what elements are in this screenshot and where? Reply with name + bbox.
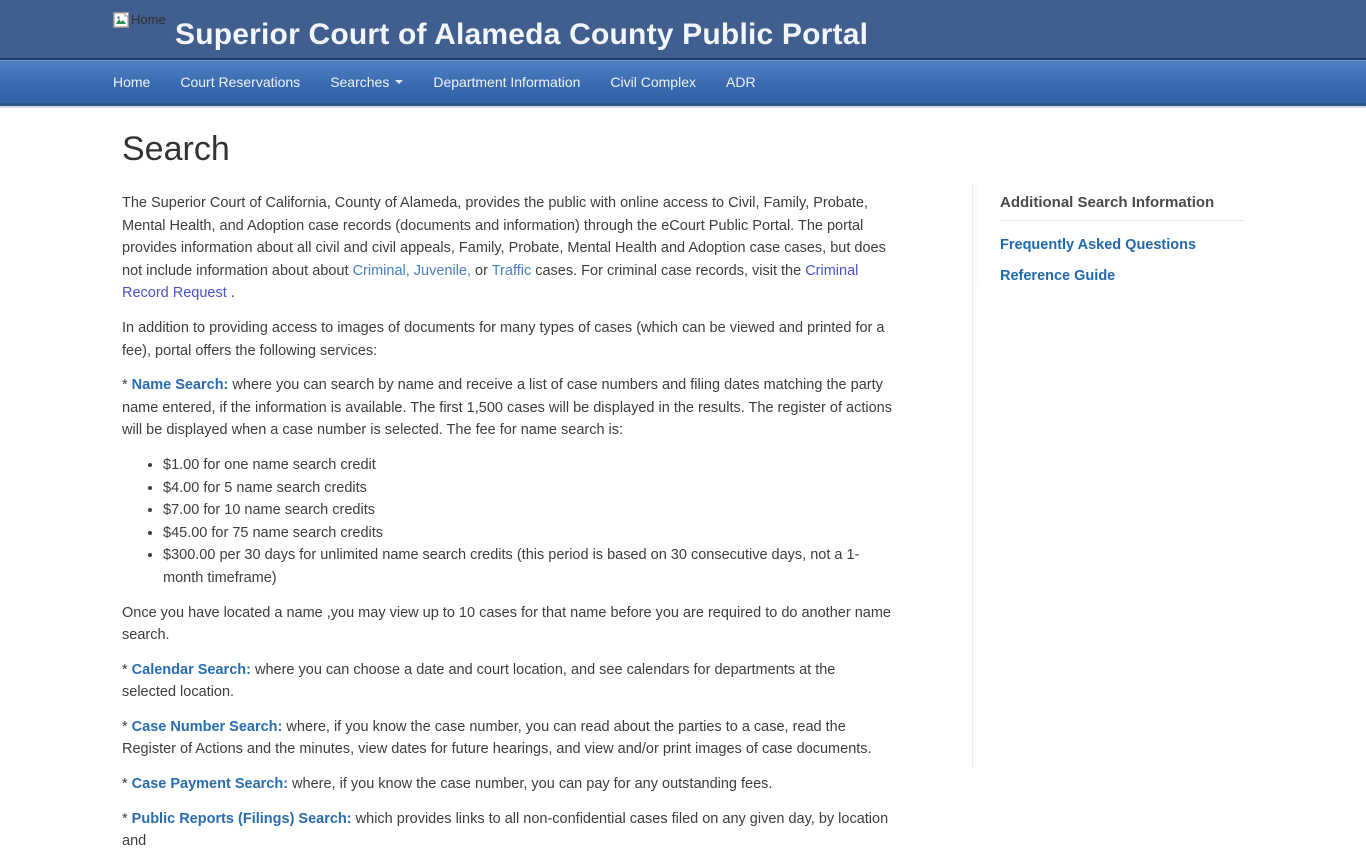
service-name-search [122, 374, 892, 442]
chevron-down-icon [395, 80, 403, 84]
list-item: • $1.00 for one name search credit [163, 454, 892, 477]
home-logo-link[interactable] [113, 12, 166, 28]
main-content [122, 106, 892, 865]
name-search-label: Name Search: [131, 377, 229, 394]
public-reports-search-label: Public Reports (Filings) Search: [131, 810, 352, 827]
nav-item-searches[interactable] [315, 62, 418, 102]
list-item: • $4.00 for 5 name search credits [163, 477, 892, 500]
asterisk: * [122, 377, 132, 394]
asterisk: * [122, 661, 132, 678]
nav-item-home[interactable] [98, 62, 165, 102]
nav-label: Department Information [433, 74, 581, 90]
nav-label: Civil Complex [610, 74, 696, 90]
intro-paragraph [122, 192, 892, 305]
service-text: where you can choose a date and court location, and see calendars for departments at the selected location. [122, 661, 836, 701]
service-text: which provides links to all non-confidential cases filed on any given day, by location and [122, 810, 889, 850]
asterisk: * [122, 810, 132, 827]
nav-item-civil-complex[interactable] [595, 62, 711, 102]
reference-guide-link[interactable]: Reference Guide [1000, 268, 1116, 284]
list-item: • $45.00 for 75 name search credits [163, 522, 892, 545]
content-container [122, 106, 1244, 865]
criminal-link[interactable]: Criminal, [352, 262, 410, 279]
cases-text: cases. For criminal case records, visit the [531, 262, 806, 279]
intro-text: The Superior Court of California, County of Alameda, provides the public with online access to Civil, Family, Probate, Mental Health, and Adoption case records (documents and information) through the eCourt Public Portal. The portal provides information about all civil and civil appeals, Family, Probate, Mental Health and Adoption case cases, but does not include information about about [122, 195, 886, 279]
service-case-payment-search [122, 773, 892, 796]
app-header [0, 0, 1366, 60]
broken-image-icon [113, 12, 129, 28]
service-public-reports-search [122, 808, 892, 853]
or-text: or [471, 262, 492, 279]
nav-label: Searches [330, 74, 390, 90]
sidebar-heading: Additional Search Information [1000, 194, 1244, 221]
sidebar [972, 184, 1244, 768]
traffic-link[interactable]: Traffic [491, 262, 532, 279]
period-text: . [226, 285, 235, 302]
faq-link[interactable]: Frequently Asked Questions [1000, 237, 1197, 253]
main-navbar [0, 60, 1366, 106]
nav-label: Home [113, 74, 151, 90]
service-text: where you can search by name and receive a list of case numbers and filing dates matching the party name entered, if the information is available. The first 1,500 cases will be displayed in the results. The register of actions will be displayed when a case number is selected. The fee for name search is: [122, 377, 892, 439]
service-text: where, if you know the case number, you can read about the parties to a case, read the Register of Actions and the minutes, view dates for future hearings, and view and/or print images of case documents. [122, 718, 872, 758]
case-payment-search-label: Case Payment Search: [131, 776, 289, 793]
service-case-number-search [122, 716, 892, 761]
search-heading: Search [122, 130, 230, 168]
home-logo-alt-text: Home [131, 12, 166, 27]
list-item: • $7.00 for 10 name search credits [163, 499, 892, 522]
nav-label: Court Reservations [180, 74, 301, 90]
services-intro-paragraph: In addition to providing access to images of documents for many types of cases (which can be viewed and printed for a fee), portal offers the following services: [122, 319, 885, 359]
nav-item-court-reservations[interactable] [165, 62, 315, 102]
fee-list [122, 454, 892, 590]
list-item: • $300.00 per 30 days for unlimited name search credits (this period is based on 30 consecutive days, not a 1-month timeframe) [163, 544, 892, 589]
service-text: where, if you know the case number, you can pay for any outstanding fees. [288, 776, 773, 793]
calendar-search-label: Calendar Search: [131, 661, 251, 678]
nav-item-department-information[interactable] [418, 62, 595, 102]
asterisk: * [122, 718, 132, 735]
case-number-search-label: Case Number Search: [131, 718, 283, 735]
nav-item-adr[interactable] [711, 62, 771, 102]
page-title: Superior Court of Alameda County Public Portal [175, 18, 869, 51]
sidebar-inner [977, 184, 1244, 284]
nav-label: ADR [726, 74, 756, 90]
juvenile-link[interactable]: Juvenile, [413, 262, 472, 279]
criminal-record-request-link[interactable]: Criminal Record Request [122, 262, 859, 302]
once-located-paragraph: Once you have located a name ,you may view up to 10 cases for that name before you are required to do another name search. [122, 604, 891, 644]
asterisk: * [122, 776, 132, 793]
service-calendar-search [122, 659, 892, 704]
